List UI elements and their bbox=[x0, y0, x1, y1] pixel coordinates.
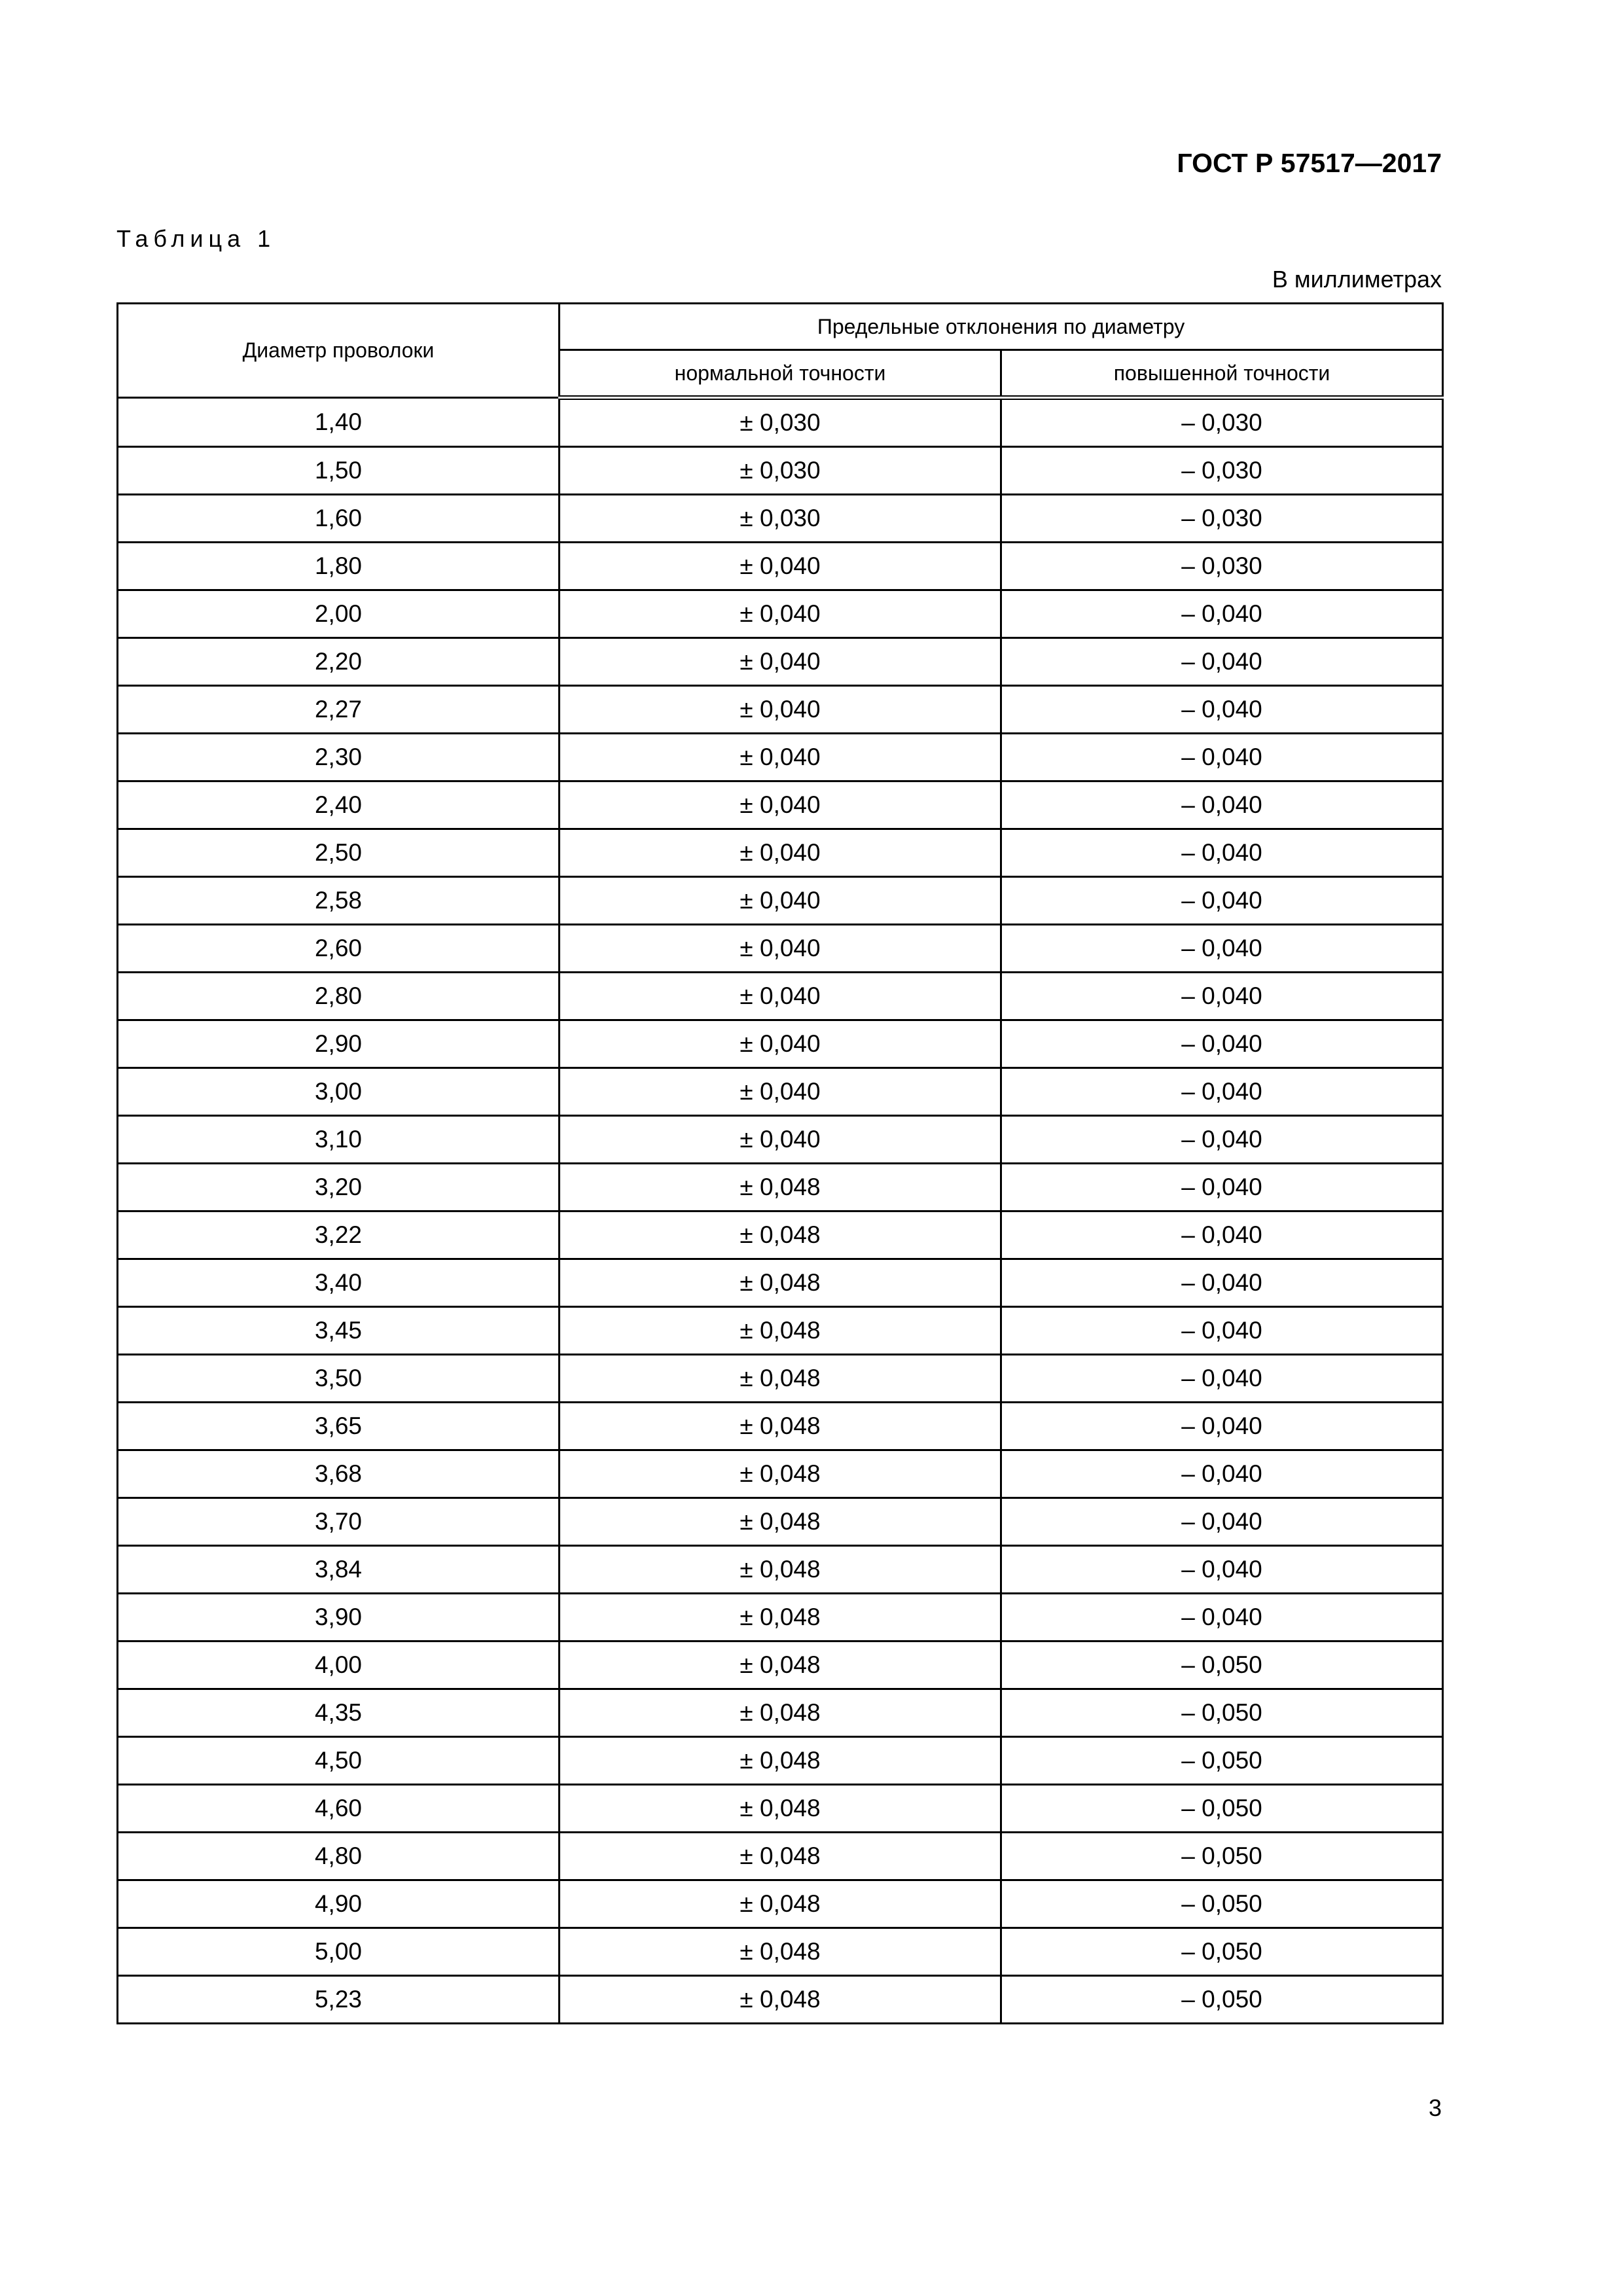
cell-increased-deviation: – 0,040 bbox=[1001, 1164, 1443, 1211]
table-row bbox=[118, 447, 1443, 495]
cell-normal-deviation: ± 0,048 bbox=[560, 1928, 1001, 1976]
header-deviations: Предельные отклонения по диаметру bbox=[560, 304, 1443, 350]
cell-diameter: 2,58 bbox=[118, 877, 560, 925]
cell-diameter: 4,60 bbox=[118, 1785, 560, 1833]
cell-diameter: 3,68 bbox=[118, 1450, 560, 1498]
table-row bbox=[118, 1594, 1443, 1641]
cell-normal-deviation: ± 0,040 bbox=[560, 686, 1001, 734]
cell-diameter: 2,00 bbox=[118, 590, 560, 638]
cell-increased-deviation: – 0,040 bbox=[1001, 638, 1443, 686]
cell-increased-deviation: – 0,030 bbox=[1001, 495, 1443, 543]
cell-normal-deviation: ± 0,040 bbox=[560, 877, 1001, 925]
cell-normal-deviation: ± 0,040 bbox=[560, 925, 1001, 973]
table-row bbox=[118, 1976, 1443, 2024]
cell-normal-deviation: ± 0,048 bbox=[560, 1546, 1001, 1594]
cell-diameter: 3,20 bbox=[118, 1164, 560, 1211]
table-row bbox=[118, 781, 1443, 829]
cell-diameter: 4,90 bbox=[118, 1880, 560, 1928]
cell-diameter: 4,50 bbox=[118, 1737, 560, 1785]
cell-diameter: 3,00 bbox=[118, 1068, 560, 1116]
table-row bbox=[118, 1068, 1443, 1116]
table-row bbox=[118, 543, 1443, 590]
cell-normal-deviation: ± 0,040 bbox=[560, 734, 1001, 781]
cell-normal-deviation: ± 0,040 bbox=[560, 973, 1001, 1020]
cell-normal-deviation: ± 0,030 bbox=[560, 398, 1001, 447]
cell-diameter: 3,22 bbox=[118, 1211, 560, 1259]
cell-increased-deviation: – 0,040 bbox=[1001, 781, 1443, 829]
cell-increased-deviation: – 0,050 bbox=[1001, 1689, 1443, 1737]
cell-increased-deviation: – 0,040 bbox=[1001, 829, 1443, 877]
cell-diameter: 4,00 bbox=[118, 1641, 560, 1689]
cell-normal-deviation: ± 0,030 bbox=[560, 447, 1001, 495]
table-row bbox=[118, 1546, 1443, 1594]
cell-diameter: 2,27 bbox=[118, 686, 560, 734]
table-row bbox=[118, 877, 1443, 925]
cell-increased-deviation: – 0,040 bbox=[1001, 973, 1443, 1020]
cell-normal-deviation: ± 0,048 bbox=[560, 1211, 1001, 1259]
cell-increased-deviation: – 0,050 bbox=[1001, 1737, 1443, 1785]
table-row bbox=[118, 1403, 1443, 1450]
cell-normal-deviation: ± 0,040 bbox=[560, 543, 1001, 590]
table-row bbox=[118, 734, 1443, 781]
cell-diameter: 2,30 bbox=[118, 734, 560, 781]
cell-normal-deviation: ± 0,040 bbox=[560, 781, 1001, 829]
table-row bbox=[118, 1259, 1443, 1307]
cell-normal-deviation: ± 0,048 bbox=[560, 1833, 1001, 1880]
cell-increased-deviation: – 0,040 bbox=[1001, 734, 1443, 781]
table-row bbox=[118, 686, 1443, 734]
cell-diameter: 3,70 bbox=[118, 1498, 560, 1546]
cell-normal-deviation: ± 0,040 bbox=[560, 1116, 1001, 1164]
cell-increased-deviation: – 0,050 bbox=[1001, 1785, 1443, 1833]
table-row bbox=[118, 973, 1443, 1020]
cell-normal-deviation: ± 0,048 bbox=[560, 1403, 1001, 1450]
cell-increased-deviation: – 0,050 bbox=[1001, 1928, 1443, 1976]
cell-increased-deviation: – 0,040 bbox=[1001, 925, 1443, 973]
cell-normal-deviation: ± 0,048 bbox=[560, 1594, 1001, 1641]
cell-diameter: 1,60 bbox=[118, 495, 560, 543]
cell-normal-deviation: ± 0,048 bbox=[560, 1498, 1001, 1546]
cell-diameter: 3,40 bbox=[118, 1259, 560, 1307]
cell-diameter: 3,10 bbox=[118, 1116, 560, 1164]
table-row bbox=[118, 1641, 1443, 1689]
cell-normal-deviation: ± 0,048 bbox=[560, 1355, 1001, 1403]
table-label: Таблица 1 bbox=[116, 225, 276, 252]
cell-increased-deviation: – 0,040 bbox=[1001, 1116, 1443, 1164]
cell-normal-deviation: ± 0,048 bbox=[560, 1737, 1001, 1785]
table-row bbox=[118, 1307, 1443, 1355]
table-row bbox=[118, 638, 1443, 686]
cell-diameter: 2,40 bbox=[118, 781, 560, 829]
cell-normal-deviation: ± 0,048 bbox=[560, 1976, 1001, 2024]
cell-diameter: 1,80 bbox=[118, 543, 560, 590]
cell-increased-deviation: – 0,040 bbox=[1001, 1498, 1443, 1546]
cell-increased-deviation: – 0,040 bbox=[1001, 877, 1443, 925]
cell-normal-deviation: ± 0,048 bbox=[560, 1259, 1001, 1307]
table-row bbox=[118, 398, 1443, 447]
cell-diameter: 2,50 bbox=[118, 829, 560, 877]
table-row bbox=[118, 1211, 1443, 1259]
table-row bbox=[118, 1833, 1443, 1880]
cell-increased-deviation: – 0,040 bbox=[1001, 1307, 1443, 1355]
units-note: В миллиметрах bbox=[1272, 266, 1442, 293]
header-increased-accuracy: повышенной точности bbox=[1001, 350, 1443, 398]
header-diameter: Диаметр проволоки bbox=[118, 304, 560, 398]
page-number: 3 bbox=[1428, 2094, 1442, 2121]
table-row bbox=[118, 1498, 1443, 1546]
table-row bbox=[118, 1689, 1443, 1737]
cell-diameter: 2,80 bbox=[118, 973, 560, 1020]
cell-diameter: 5,00 bbox=[118, 1928, 560, 1976]
cell-increased-deviation: – 0,040 bbox=[1001, 1259, 1443, 1307]
table-row bbox=[118, 1737, 1443, 1785]
cell-normal-deviation: ± 0,040 bbox=[560, 638, 1001, 686]
cell-normal-deviation: ± 0,048 bbox=[560, 1450, 1001, 1498]
table-row bbox=[118, 1785, 1443, 1833]
table-row bbox=[118, 1020, 1443, 1068]
cell-increased-deviation: – 0,050 bbox=[1001, 1880, 1443, 1928]
table-header bbox=[118, 304, 1443, 398]
cell-diameter: 1,40 bbox=[118, 398, 560, 447]
cell-increased-deviation: – 0,040 bbox=[1001, 1594, 1443, 1641]
table-body bbox=[118, 398, 1443, 2024]
cell-normal-deviation: ± 0,048 bbox=[560, 1689, 1001, 1737]
cell-diameter: 4,80 bbox=[118, 1833, 560, 1880]
cell-increased-deviation: – 0,050 bbox=[1001, 1976, 1443, 2024]
cell-diameter: 3,45 bbox=[118, 1307, 560, 1355]
cell-diameter: 2,90 bbox=[118, 1020, 560, 1068]
cell-normal-deviation: ± 0,040 bbox=[560, 829, 1001, 877]
deviation-table bbox=[116, 302, 1444, 2024]
cell-diameter: 3,50 bbox=[118, 1355, 560, 1403]
table-row bbox=[118, 1450, 1443, 1498]
cell-increased-deviation: – 0,040 bbox=[1001, 590, 1443, 638]
cell-diameter: 4,35 bbox=[118, 1689, 560, 1737]
table-row bbox=[118, 1880, 1443, 1928]
cell-diameter: 3,84 bbox=[118, 1546, 560, 1594]
cell-increased-deviation: – 0,030 bbox=[1001, 398, 1443, 447]
cell-increased-deviation: – 0,050 bbox=[1001, 1641, 1443, 1689]
cell-increased-deviation: – 0,040 bbox=[1001, 686, 1443, 734]
document-code: ГОСТ Р 57517—2017 bbox=[1177, 148, 1442, 178]
cell-diameter: 2,60 bbox=[118, 925, 560, 973]
cell-diameter: 5,23 bbox=[118, 1976, 560, 2024]
cell-increased-deviation: – 0,040 bbox=[1001, 1211, 1443, 1259]
cell-diameter: 3,90 bbox=[118, 1594, 560, 1641]
table-row bbox=[118, 1928, 1443, 1976]
cell-increased-deviation: – 0,040 bbox=[1001, 1355, 1443, 1403]
cell-normal-deviation: ± 0,048 bbox=[560, 1307, 1001, 1355]
cell-increased-deviation: – 0,050 bbox=[1001, 1833, 1443, 1880]
cell-normal-deviation: ± 0,048 bbox=[560, 1164, 1001, 1211]
cell-normal-deviation: ± 0,040 bbox=[560, 1020, 1001, 1068]
cell-normal-deviation: ± 0,030 bbox=[560, 495, 1001, 543]
table-row bbox=[118, 829, 1443, 877]
cell-normal-deviation: ± 0,048 bbox=[560, 1641, 1001, 1689]
cell-increased-deviation: – 0,040 bbox=[1001, 1068, 1443, 1116]
cell-normal-deviation: ± 0,040 bbox=[560, 590, 1001, 638]
cell-increased-deviation: – 0,040 bbox=[1001, 1403, 1443, 1450]
cell-increased-deviation: – 0,040 bbox=[1001, 1546, 1443, 1594]
table-row bbox=[118, 925, 1443, 973]
table-row bbox=[118, 1355, 1443, 1403]
cell-diameter: 3,65 bbox=[118, 1403, 560, 1450]
cell-normal-deviation: ± 0,040 bbox=[560, 1068, 1001, 1116]
cell-diameter: 2,20 bbox=[118, 638, 560, 686]
cell-increased-deviation: – 0,040 bbox=[1001, 1450, 1443, 1498]
table-row bbox=[118, 590, 1443, 638]
cell-diameter: 1,50 bbox=[118, 447, 560, 495]
cell-increased-deviation: – 0,040 bbox=[1001, 1020, 1443, 1068]
table-row bbox=[118, 495, 1443, 543]
cell-increased-deviation: – 0,030 bbox=[1001, 543, 1443, 590]
table-row bbox=[118, 1116, 1443, 1164]
cell-normal-deviation: ± 0,048 bbox=[560, 1785, 1001, 1833]
cell-increased-deviation: – 0,030 bbox=[1001, 447, 1443, 495]
table-row bbox=[118, 1164, 1443, 1211]
header-normal-accuracy: нормальной точности bbox=[560, 350, 1001, 398]
cell-normal-deviation: ± 0,048 bbox=[560, 1880, 1001, 1928]
